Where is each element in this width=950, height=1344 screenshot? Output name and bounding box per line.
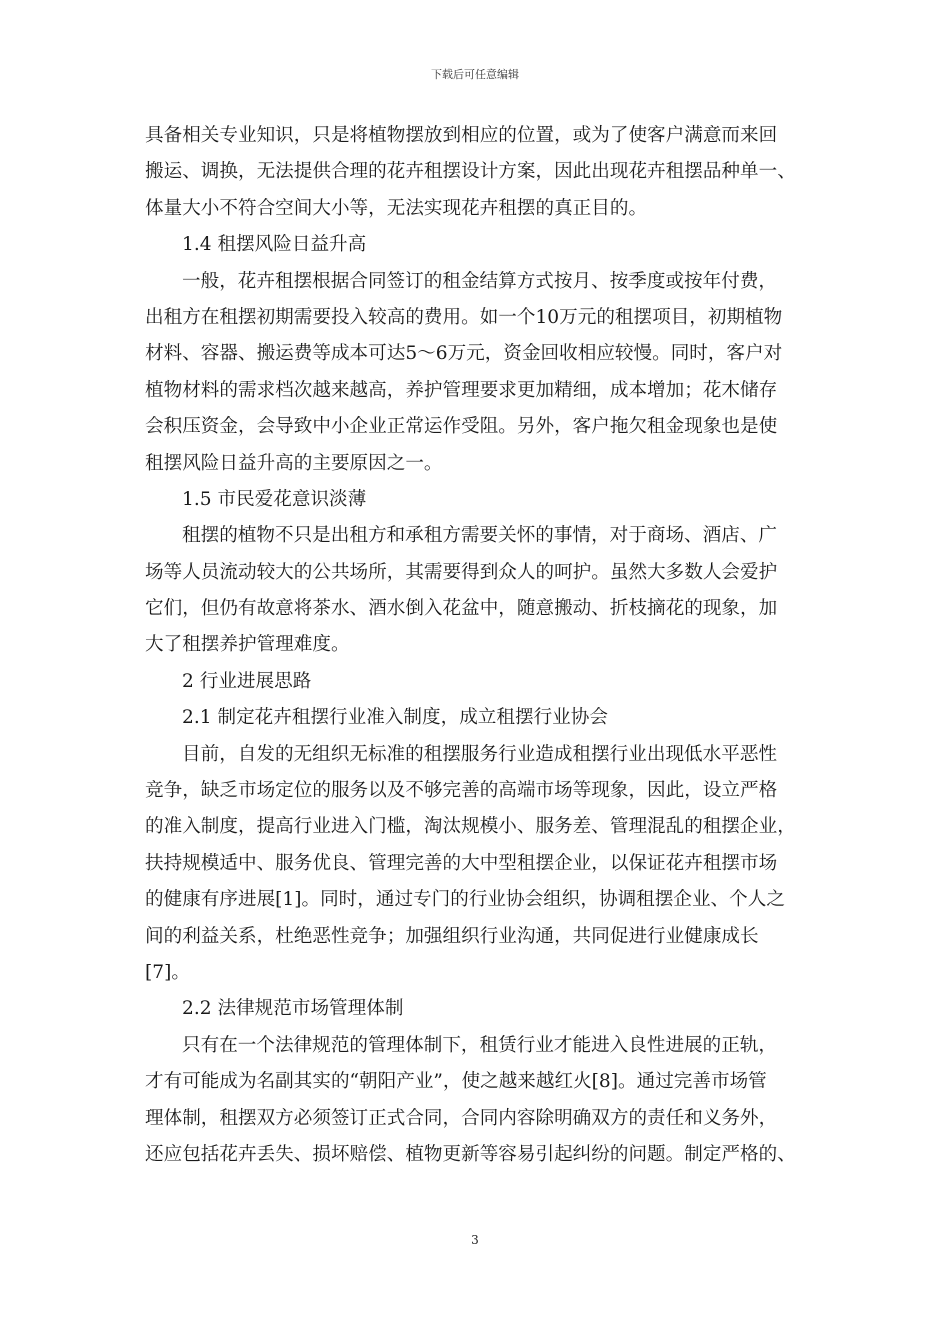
text-line: 租摆风险日益升高的主要原因之一。	[145, 452, 443, 474]
text-line: 2.1 制定花卉租摆行业准入制度，成立租摆行业协会	[182, 707, 608, 729]
text-line: 搬运、调换，无法提供合理的花卉租摆设计方案，因此出现花卉租摆品种单一、	[145, 161, 796, 183]
text-line: 才有可能成为名副其实的“朝阳产业”，使之越来越红火[8]。通过完善市场管	[145, 1071, 767, 1093]
text-line: 的准入制度，提高行业进入门槛，淘汰规模小、服务差、管理混乱的租摆企业，	[145, 816, 796, 838]
page-header-note: 下载后可任意编辑	[431, 68, 519, 81]
text-line: 目前，自发的无组织无标准的租摆服务行业造成租摆行业出现低水平恶性	[182, 743, 778, 765]
page-number: 3	[471, 1233, 479, 1247]
text-line: 租摆的植物不只是出租方和承租方需要关怀的事情，对于商场、酒店、广	[182, 525, 778, 547]
text-line: 2.2 法律规范市场管理体制	[182, 998, 404, 1020]
text-line: 只有在一个法律规范的管理体制下，租赁行业才能进入良性进展的正轨，	[182, 1034, 778, 1056]
text-line: 一般，花卉租摆根据合同签订的租金结算方式按月、按季度或按年付费，	[182, 270, 778, 292]
text-line: 植物材料的需求档次越来越高，养护管理要求更加精细，成本增加；花木储存	[145, 379, 778, 401]
text-line: 大了租摆养护管理难度。	[145, 634, 350, 656]
text-line: 场等人员流动较大的公共场所，其需要得到众人的呵护。虽然大多数人会爱护	[145, 561, 778, 583]
text-line: 会积压资金，会导致中小企业正常运作受阻。另外，客户拖欠租金现象也是使	[145, 416, 778, 438]
text-line: 1.4 租摆风险日益升高	[182, 234, 367, 256]
text-line: 竞争，缺乏市场定位的服务以及不够完善的高端市场等现象，因此，设立严格	[145, 780, 778, 802]
text-line: 材料、容器、搬运费等成本可达5～6万元，资金回收相应较慢。同时，客户对	[145, 343, 783, 365]
text-line: 1.5 市民爱花意识淡薄	[182, 488, 367, 510]
text-line: 它们，但仍有故意将茶水、酒水倒入花盆中，随意搬动、折枝摘花的现象，加	[145, 598, 778, 620]
text-line: 扶持规模适中、服务优良、管理完善的大中型租摆企业，以保证花卉租摆市场	[145, 852, 778, 874]
text-line: 的健康有序进展[1]。同时，通过专门的行业协会组织，协调租摆企业、个人之	[145, 889, 785, 911]
text-line: 还应包括花卉丢失、损坏赔偿、植物更新等容易引起纠纷的问题。制定严格的、	[145, 1143, 796, 1165]
text-line: [7]。	[145, 961, 190, 983]
text-line: 具备相关专业知识，只是将植物摆放到相应的位置，或为了使客户满意而来回	[145, 125, 778, 146]
text-line: 2 行业进展思路	[182, 670, 312, 692]
text-line: 间的利益关系，杜绝恶性竞争；加强组织行业沟通，共同促进行业健康成长	[145, 925, 759, 947]
text-line: 出租方在租摆初期需要投入较高的费用。如一个10万元的租摆项目，初期植物	[145, 306, 783, 328]
text-line: 理体制，租摆双方必须签订正式合同，合同内容除明确双方的责任和义务外，	[145, 1107, 778, 1129]
text-line: 体量大小不符合空间大小等，无法实现花卉租摆的真正目的。	[145, 197, 648, 219]
document-body	[145, 118, 825, 1173]
